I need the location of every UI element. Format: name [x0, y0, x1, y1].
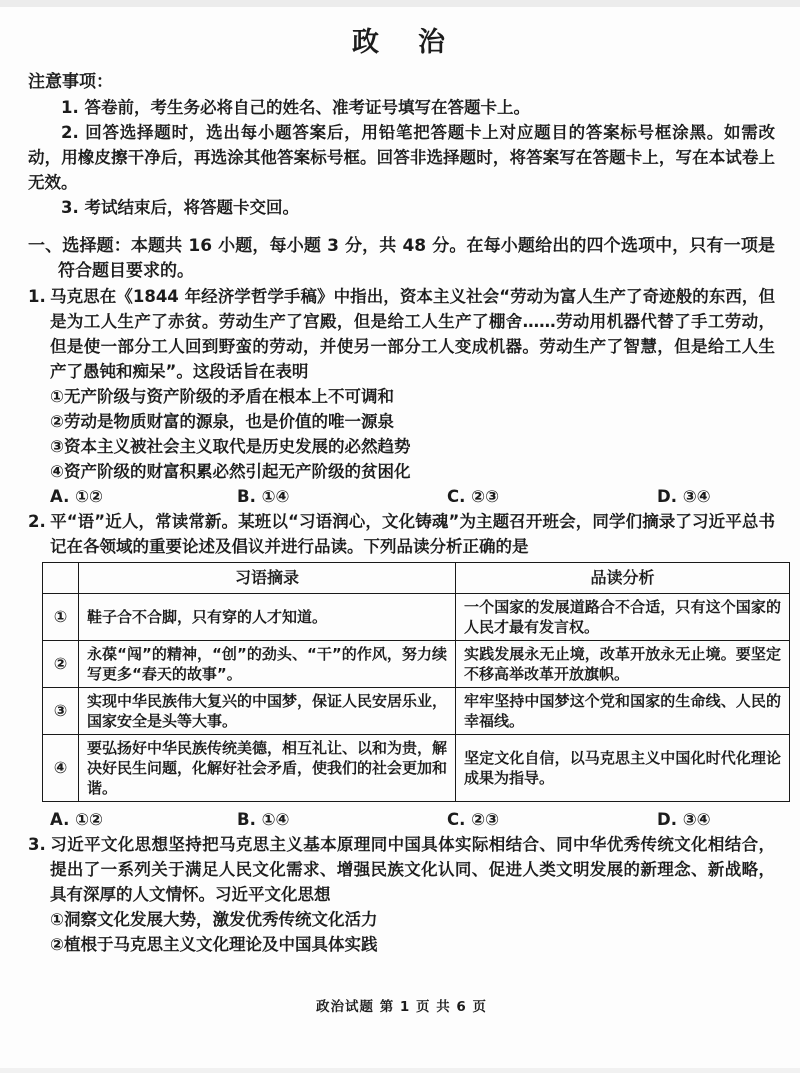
excerpt-analysis-table [42, 562, 790, 802]
table-row [43, 735, 790, 802]
question-1-options [50, 484, 775, 509]
table-row [43, 594, 790, 641]
question-3-statement-2: ②植根于马克思主义文化理论及中国具体实践 [50, 935, 378, 954]
notices-section [28, 70, 775, 220]
table-header-analysis: 品读分析 [456, 563, 790, 594]
row-3-excerpt: 实现中华民族伟大复兴的中国梦，保证人民安居乐业，国家安全是头等大事。 [79, 688, 456, 735]
question-1-stem: 马克思在《1844 年经济学哲学手稿》中指出，资本主义社会“劳动为富人生产了奇迹般的东西，但是为工人生产了赤贫。劳动生产了宫殿，但是给工人生产了棚舍……劳动用机器代替了手工劳动，但是使一部分工人回到野蛮的劳动，并使另一部分工人变成机器。劳动生产了智慧，但是给工人生产了愚钝和痴呆”。这段话旨在表明 [50, 287, 775, 381]
notice-item-2: 2. 回答选择题时，选出每小题答案后，用铅笔把答题卡上对应题目的答案标号框涂黑。如需改动，用橡皮擦干净后，再选涂其他答案标号框。回答非选择题时，将答案写在答题卡上，写在本试卷上无效。 [28, 123, 775, 192]
question-1-statement-2: ②劳动是物质财富的源泉，也是价值的唯一源泉 [50, 412, 394, 431]
page-title: 政 治 [352, 27, 451, 58]
table-header-row [43, 563, 790, 594]
row-2-excerpt: 永葆“闯”的精神，“创”的劲头、“干”的作风，努力续写更多“春天的故事”。 [79, 641, 456, 688]
page-footer: 政治试题 第 1 页 共 6 页 [316, 999, 487, 1015]
question-2-options [50, 807, 775, 832]
question-3-statement-1: ①洞察文化发展大势，激发优秀传统文化活力 [50, 910, 378, 929]
question-2 [28, 509, 781, 832]
question-2-stem: 平“语”近人，常读常新。某班以“习语润心，文化铸魂”为主题召开班会，同学们摘录了习近平总书记在各领域的重要论述及倡议并进行品读。下列品读分析正确的是 [50, 512, 775, 556]
question-2-number: 2. [28, 512, 46, 531]
row-4-number: ④ [43, 735, 79, 802]
row-3-analysis: 牢牢坚持中国梦这个党和国家的生命线、人民的幸福线。 [456, 688, 790, 735]
question-3-stem: 习近平文化思想坚持把马克思主义基本原理同中国具体实际相结合、同中华优秀传统文化相结合，提出了一系列关于满足人民文化需求、增强民族文化认同、促进人类文明发展的新理念、新战略，具有深厚的人文情怀。习近平文化思想 [50, 835, 775, 904]
question-2-option-c: C. ②③ [447, 810, 500, 829]
question-3 [28, 832, 775, 957]
row-4-excerpt: 要弘扬好中华民族传统美德，相互礼让、以和为贵，解决好民生问题，化解好社会矛盾，使我们的社会更加和谐。 [79, 735, 456, 802]
table-header-empty [43, 563, 79, 594]
question-3-stem-line [28, 832, 775, 907]
question-1-statement-3: ③资本主义被社会主义取代是历史发展的必然趋势 [50, 437, 411, 456]
table-row [43, 688, 790, 735]
notice-item-3: 3. 考试结束后，将答题卡交回。 [61, 198, 299, 217]
question-3-number: 3. [28, 835, 46, 854]
scan-edge-bottom [0, 1068, 800, 1073]
question-1-option-c: C. ②③ [447, 487, 500, 506]
question-2-stem-line [28, 509, 775, 559]
question-1-option-d: D. ③④ [657, 487, 711, 506]
question-1-statement-1: ①无产阶级与资产阶级的矛盾在根本上不可调和 [50, 387, 394, 406]
notice-item-1: 1. 答卷前，考生务必将自己的姓名、准考证号填写在答题卡上。 [61, 98, 530, 117]
row-1-analysis: 一个国家的发展道路合不合适，只有这个国家的人民才最有发言权。 [456, 594, 790, 641]
row-3-number: ③ [43, 688, 79, 735]
table-row [43, 641, 790, 688]
table-header-excerpt: 习语摘录 [79, 563, 456, 594]
question-1-statement-4: ④资产阶级的财富积累必然引起无产阶级的贫困化 [50, 462, 411, 481]
row-2-analysis: 实践发展永无止境，改革开放永无止境。要坚定不移高举改革开放旗帜。 [456, 641, 790, 688]
row-2-number: ② [43, 641, 79, 688]
scan-edge-top [0, 0, 800, 7]
row-1-number: ① [43, 594, 79, 641]
row-4-analysis: 坚定文化自信，以马克思主义中国化时代化理论成果为指导。 [456, 735, 790, 802]
notices-heading: 注意事项： [28, 72, 113, 92]
row-1-excerpt: 鞋子合不合脚，只有穿的人才知道。 [79, 594, 456, 641]
question-1 [28, 284, 775, 509]
question-1-option-a: A. ①② [50, 487, 104, 506]
section-heading: 一、选择题：本题共 16 小题，每小题 3 分，共 48 分。在每小题给出的四个选项中，只有一项是符合题目要求的。 [28, 236, 775, 281]
question-1-option-b: B. ①④ [237, 487, 290, 506]
question-1-number: 1. [28, 287, 46, 306]
question-2-option-d: D. ③④ [657, 810, 711, 829]
question-2-option-a: A. ①② [50, 810, 104, 829]
question-1-stem-line [28, 284, 775, 384]
question-2-option-b: B. ①④ [237, 810, 290, 829]
